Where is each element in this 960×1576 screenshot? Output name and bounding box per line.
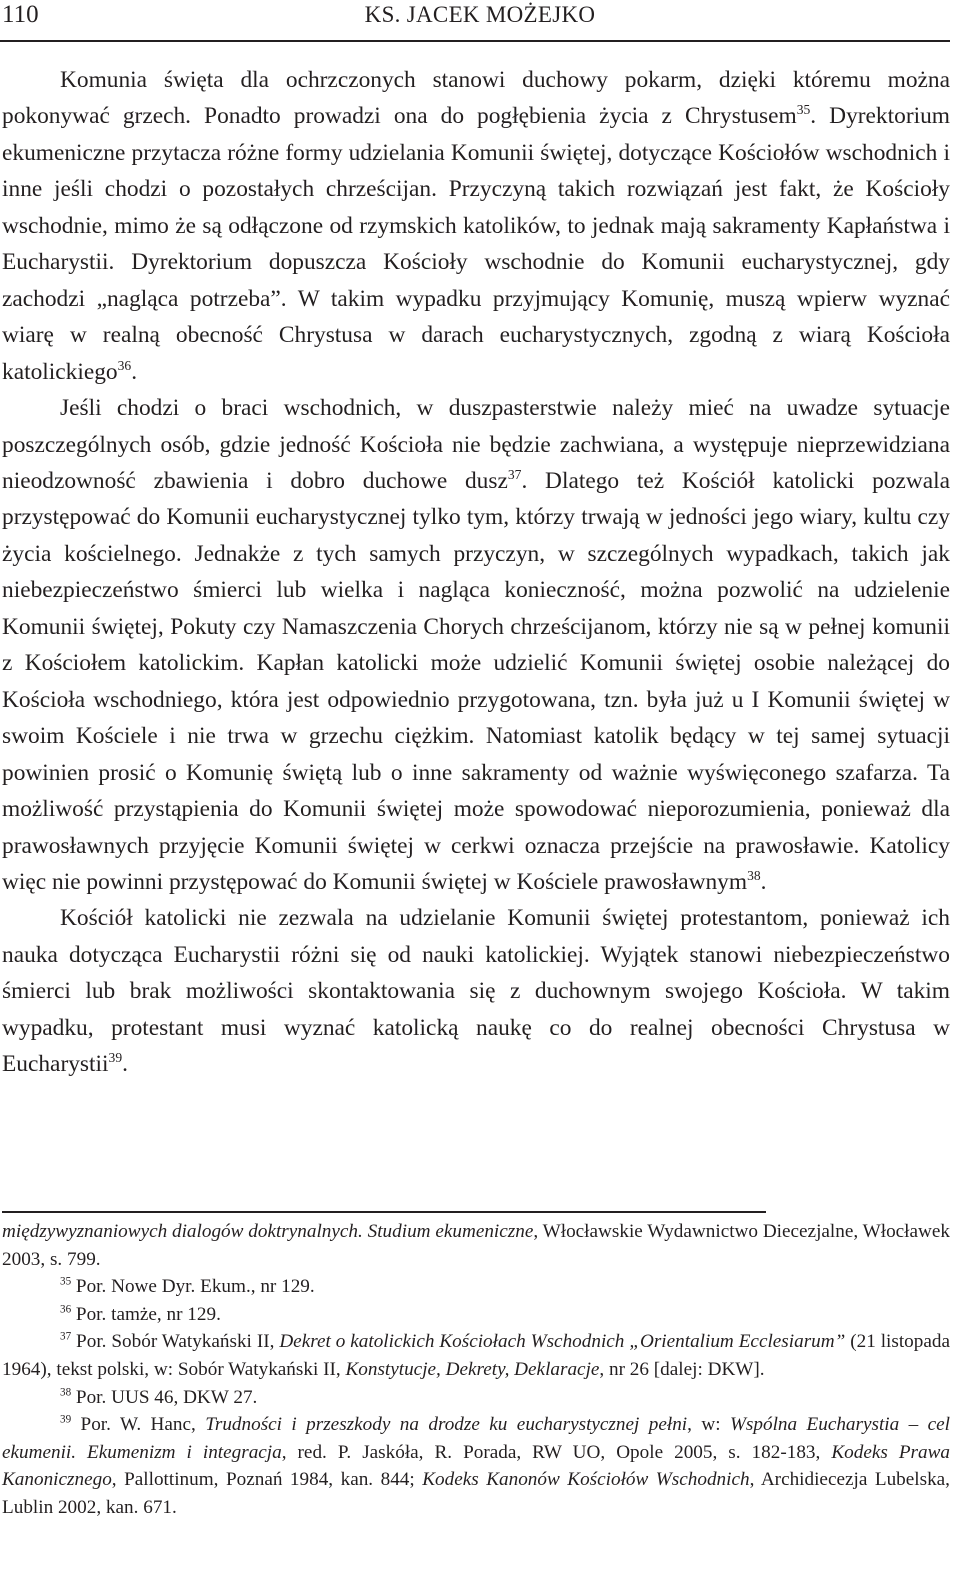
footnote-38: $^{38}$ Por. UUS 46, DKW 27.: [60, 1386, 258, 1408]
footnote-continuation: międzywyznaniowych dialogów doktrynalnych. Studium ekumeniczne, Włocławskie Wydawnictwo Diecezjalne, Włocławek 2003, s. 799.: [2, 1221, 950, 1270]
footnote-number: 38: [60, 1386, 72, 1399]
footnote-35: $^{35}$ Por. Nowe Dyr. Ekum., nr 129.: [60, 1275, 315, 1298]
footnote-number: 37: [60, 1330, 72, 1343]
footnote-number: 35: [60, 1275, 72, 1288]
paragraph: Komunia święta dla ochrzczonych stanowi duchowy pokarm, dzięki któremu można pokonywać grzech. Ponadto prowadzi ona do pogłębienia życia z Chrystusem$^{35}$. Dyrektorium ekumeniczne przytacza różne formy udzielania Komunii świętej, dotyczące Kościołów wschodnich i inne jeśli chodzi o pozostałych chrześcijan. Przyczyną takich rozwiązań jest fakt, że Kościoły wschodnie, mimo że są odłączone od rzymskich katolików, to jednak mają sakramenty Kapłaństwa i Eucharystii. Dyrektorium dopuszcza Kościoły wschodnie do Komunii eucharystycznej, gdy zachodzi „nagląca potrzeba”. W takim wypadku przyjmujący Komunię, muszą wpierw wyznać wiarę w realną obecność Chrystusa w darach eucharystycznych, zgodną z wiarą Kościoła katolickiego$^{36}$.: [2, 67, 950, 385]
paragraph: Jeśli chodzi o braci wschodnich, w duszpasterstwie należy mieć na uwadze sytuacje poszczególnych osób, gdzie jedność Kościoła nie będzie zachwiana, a występuje nieprzewidziana nieodzowność zbawienia i dobro duchowe dusz$^{37}$. Dlatego też Kościół katolicki pozwala przystępować do Komunii eucharystycznej tylko tym, którzy trwają w jedności jego wiary, kultu czy życia kościelnego. Jednakże z tych samych przyczyn, w szczególnych wypadkach, takich jak niebezpieczeństwo śmierci lub wielka i nagląca konieczność, można pozwolić na udzielenie Komunii świętej, Pokuty czy Namaszczenia Chorych chrześcijanom, którzy nie są w pełnej komunii z Kościołem katolickim. Kapłan katolicki może udzielić Komunii świętej osobie należącej do Kościoła wschodniego, która jest odpowiednio przygotowana, tzn. była już u I Komunii świętej w swoim Kościele i nie trwa w grzechu ciężkim. Natomiast katolik będący w tej samej sytuacji powinien prosić o Komunię świętą lub o inne sakramenty od ważnie wyświęconego szafarza. Ta możliwość przystąpienia do Komunii świętej może spowodować nieporozumienia, ponieważ dla prawosławnych przyjęcie Komunii świętej w cerkwi oznacza przejście na prawosławie. Katolicy więc nie powinni przystępować do Komunii świętej w Kościele prawosławnym$^{38}$.: [2, 395, 950, 895]
footnote-ref[interactable]: 38: [747, 868, 761, 884]
footnote-39: $^{39}$ Por. W. Hanc, Trudności i przeszkody na drodze ku eucharystycznej pełni, w: Wspólna Eucharystia – cel ekumenii. Ekumenizm i integracja, red. P. Jaskóła, R. Porada, RW UO, Opole 2005, s. 182-183, Kodeks Prawa Kanonicznego, Pallottinum, Poznań 1984, kan. 844; Kodeks Kanonów Kościołów Wschodnich, Archidiecezja Lubelska, Lublin 2002, kan. 671.: [2, 1413, 951, 1518]
footnote-ref[interactable]: 37: [507, 467, 522, 483]
footnote-ref[interactable]: 39: [108, 1050, 123, 1066]
footnote-number: 39: [60, 1413, 72, 1426]
footnote-37: $^{37}$ Por. Sobór Watykański II, Dekret o katolickich Kościołach Wschodnich „Orientalium Ecclesiarum” (21 listopada 1964), tekst polski, w: Sobór Watykański II, Konstytucje, Dekrety, Deklaracje, nr 26 [dalej: DKW].: [2, 1330, 950, 1380]
footnote-number: 36: [60, 1303, 72, 1316]
footnote-separator: [2, 1211, 766, 1213]
footnote-ref[interactable]: 35: [796, 102, 811, 118]
page-header: [0, 0, 960, 48]
main-text: [2, 62, 950, 1083]
running-head: KS. JACEK MOŻEJKO: [364, 2, 596, 27]
header-rule: [0, 40, 950, 42]
page-number: 110: [2, 1, 39, 28]
footnotes: [2, 1218, 950, 1522]
paragraph: Kościół katolicki nie zezwala na udzielanie Komunii świętej protestantom, ponieważ ich nauka dotycząca Eucharystii różni się od nauki katolickiej. Wyjątek stanowi niebezpieczeństwo śmierci lub brak możliwości skontaktowania się z duchownym swojego Kościoła. W takim wypadku, protestant musi wyznać katolicką naukę co do realnej obecności Chrystusa w Eucharystii$^{39}$.: [2, 905, 950, 1078]
footnote-36: $^{36}$ Por. tamże, nr 129.: [60, 1303, 221, 1325]
footnote-ref[interactable]: 36: [117, 357, 132, 373]
